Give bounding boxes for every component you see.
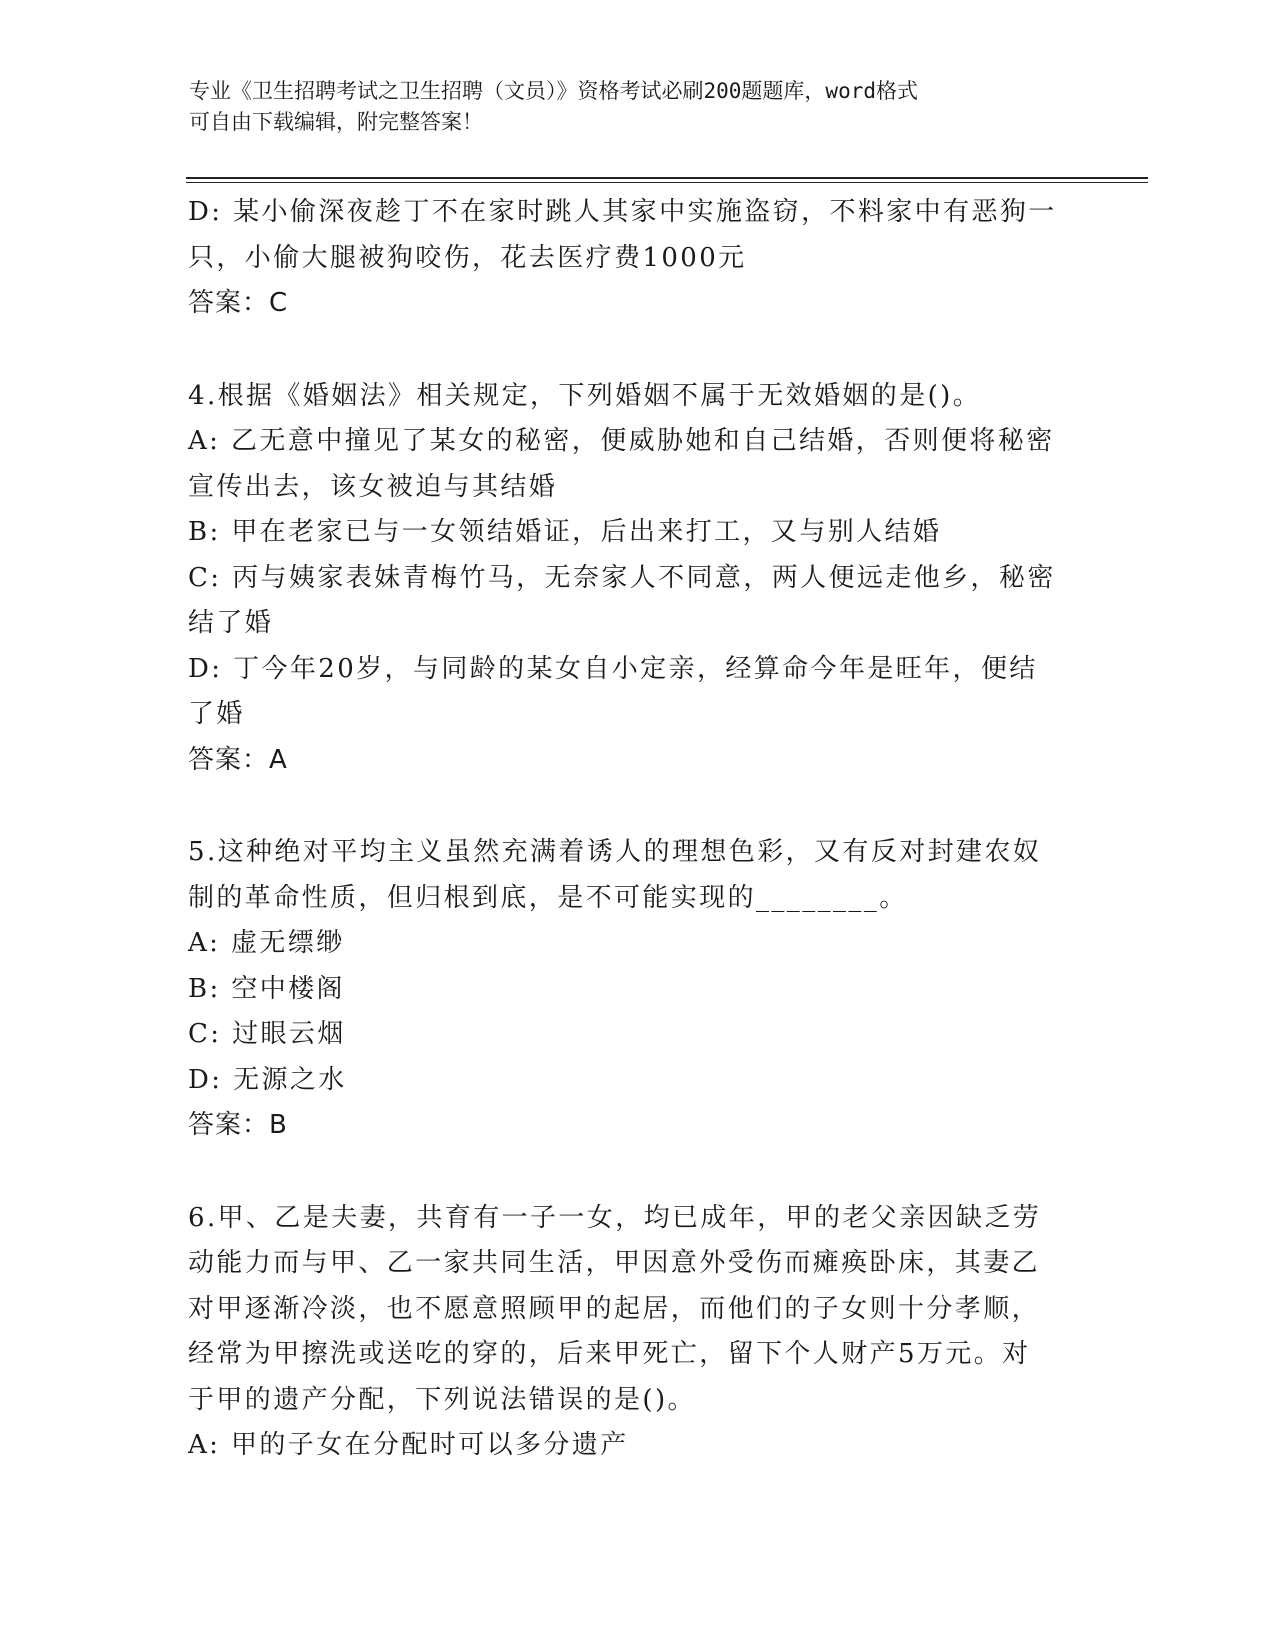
header-line-1: 专业《卫生招聘考试之卫生招聘（文员）》资格考试必刷200题题库，word格式 bbox=[189, 79, 918, 103]
q5-option-b: B: 空中楼阁 bbox=[188, 973, 345, 1004]
q6-stem-line-4: 经常为甲擦洗或送吃的穿的，后来甲死亡，留下个人财产5万元。对 bbox=[188, 1339, 1031, 1369]
q4-option-a-line-1: A: 乙无意中撞见了某女的秘密，便威胁她和自己结婚，否则便将秘密 bbox=[188, 426, 1055, 456]
spacer bbox=[188, 1149, 1088, 1196]
q3-answer: 答案：C bbox=[188, 288, 289, 318]
q4-option-c-line-2: 结了婚 bbox=[188, 608, 274, 638]
question-4 bbox=[188, 374, 1088, 784]
q4-option-d-line-2: 了婚 bbox=[188, 699, 245, 729]
q6-stem-line-2: 动能力而与甲、乙一家共同生活，甲因意外受伤而瘫痪卧床，其妻乙 bbox=[188, 1248, 1041, 1278]
q5-option-c: C: 过眼云烟 bbox=[188, 1019, 346, 1049]
header-line-2: 可自由下载编辑，附完整答案！ bbox=[189, 110, 483, 134]
spacer bbox=[188, 783, 1088, 830]
q6-stem-line-3: 对甲逐渐冷淡，也不愿意照顾甲的起居，而他们的子女则十分孝顺， bbox=[188, 1293, 1041, 1324]
q4-option-d-line-1: D: 丁今年20岁，与同龄的某女自小定亲，经算命今年是旺年，便结 bbox=[188, 653, 1038, 684]
question-3 bbox=[188, 190, 1088, 327]
q4-option-c-line-1: C: 丙与姨家表妹青梅竹马，无奈家人不同意，两人便远走他乡，秘密 bbox=[188, 562, 1056, 593]
document-header bbox=[189, 76, 1069, 138]
q4-stem: 4.根据《婚姻法》相关规定，下列婚姻不属于无效婚姻的是()。 bbox=[188, 380, 982, 411]
q3-option-d-line-1: D: 某小偷深夜趁丁不在家时跳人其家中实施盗窃，不料家中有恶狗一 bbox=[188, 197, 1057, 227]
q5-option-d: D: 无源之水 bbox=[188, 1064, 347, 1095]
q6-stem-line-1: 6.甲、乙是夫妻，共育有一子一女，均已成年，甲的老父亲因缺乏劳 bbox=[188, 1202, 1042, 1233]
q3-option-d-line-2: 只，小偷大腿被狗咬伤，花去医疗费1000元 bbox=[188, 242, 747, 273]
q4-option-a-line-2: 宣传出去，该女被迫与其结婚 bbox=[188, 471, 558, 502]
header-divider-thin bbox=[186, 182, 1148, 183]
q6-option-a: A: 甲的子女在分配时可以多分遗产 bbox=[188, 1430, 629, 1460]
spacer bbox=[188, 327, 1088, 374]
question-5 bbox=[188, 830, 1088, 1149]
q5-option-a: A: 虚无缥缈 bbox=[188, 928, 345, 958]
q5-answer: 答案：B bbox=[188, 1110, 288, 1140]
q5-stem-line-1: 5.这种绝对平均主义虽然充满着诱人的理想色彩，又有反对封建农奴 bbox=[188, 837, 1042, 867]
header-divider-thick bbox=[186, 177, 1148, 179]
question-content bbox=[188, 190, 1088, 1469]
q6-stem-line-5: 于甲的遗产分配，下列说法错误的是()。 bbox=[188, 1384, 696, 1415]
q4-option-b: B: 甲在老家已与一女领结婚证，后出来打工，又与别人结婚 bbox=[188, 517, 942, 547]
q4-answer: 答案：A bbox=[188, 744, 288, 775]
q5-stem-line-2: 制的革命性质，但归根到底，是不可能实现的________。 bbox=[188, 882, 908, 913]
question-6 bbox=[188, 1196, 1088, 1469]
